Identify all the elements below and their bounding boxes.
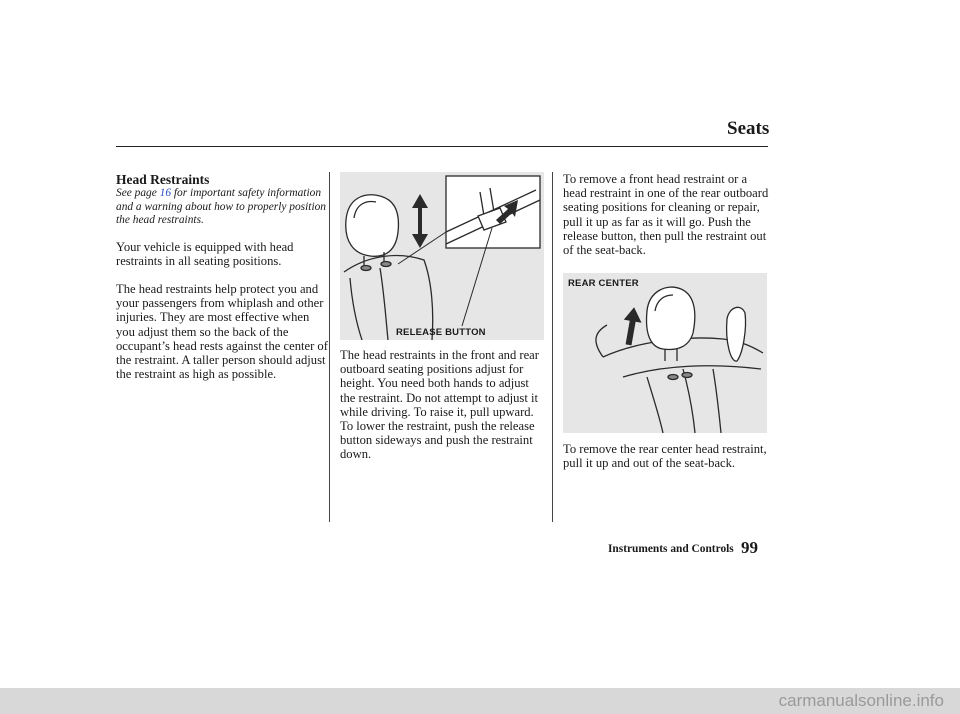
footer-section-name: Instruments and Controls bbox=[608, 543, 734, 555]
column-divider bbox=[552, 172, 553, 522]
rear-center-restraint-illustration bbox=[563, 273, 767, 433]
header-rule bbox=[116, 146, 768, 147]
rear-center-removal-paragraph: To remove the rear center head restraint, pull it up and out of the seat-back. bbox=[563, 442, 767, 471]
column-divider bbox=[329, 172, 330, 522]
release-button-figure bbox=[340, 172, 544, 340]
watermark-text: carmanualsonline.info bbox=[778, 691, 944, 710]
release-button-label: RELEASE BUTTON bbox=[396, 327, 486, 338]
rear-center-figure bbox=[563, 273, 767, 433]
watermark-bar bbox=[0, 688, 960, 714]
page-number: 99 bbox=[741, 538, 758, 557]
page-reference-link[interactable]: 16 bbox=[159, 187, 172, 199]
head-restraint-adjust-illustration bbox=[340, 172, 544, 340]
removal-paragraph: To remove a front head restraint or a head restraint in one of the rear outboard seating positions for cleaning or repair, pull it up as far as it will go. Push the release button, then pull the restraint out of the seat-back. bbox=[563, 172, 769, 258]
note-suffix: for important safety information and a warning about how to properly position the head restraints. bbox=[116, 187, 326, 226]
safety-note bbox=[116, 187, 326, 228]
protection-paragraph: The head restraints help protect you and your passengers from whiplash and other injuries. They are most effective when you adjust them so the back of the occupant’s head rests against the center of the restraint. A taller person should adjust the restraint as high as possible. bbox=[116, 282, 328, 382]
rear-center-label: REAR CENTER bbox=[568, 278, 639, 289]
intro-paragraph: Your vehicle is equipped with head restraints in all seating positions. bbox=[116, 240, 294, 269]
section-title: Seats bbox=[727, 118, 770, 139]
note-prefix: See page bbox=[116, 187, 160, 199]
height-adjust-paragraph: The head restraints in the front and rear outboard seating positions adjust for height. You need both hands to adjust the restraint. Do not attempt to adjust it while driving. To raise it, pull upward. To lower the restraint, push the release button sideways and push the restraint down. bbox=[340, 348, 539, 462]
head-restraints-heading: Head Restraints bbox=[116, 172, 210, 187]
